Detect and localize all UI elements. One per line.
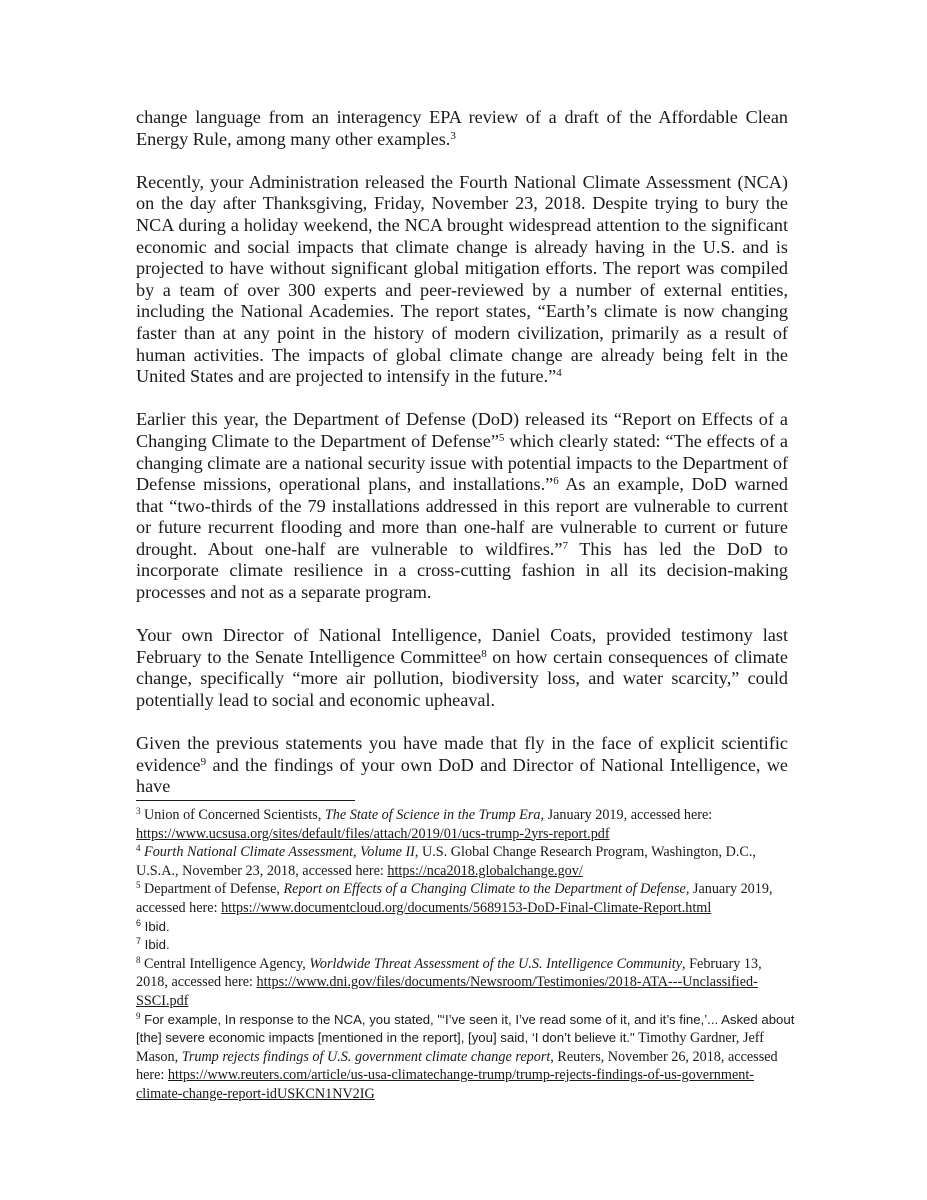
footnote-ref-8: 8: [481, 647, 487, 660]
footnote-5: $^5$ Department of Defense, Report on Effects of a Changing Climate to the Department of Defense, January 2019, accessed here: https://www.documentcloud.org/documents/5689153-DoD-Final-Climate-Report.html: [136, 880, 773, 916]
footnote-7: $^7$ Ibid.: [136, 936, 170, 953]
paragraph-nca: Recently, your Administration released the Fourth National Climate Assessment (NCA) on the day after Thanksgiving, Friday, November 23, 2018. Despite trying to bury the NCA during a holiday weekend, the NCA brought widespread attention to the significant economic and social impacts that climate change is already having in the U.S. and is projected to have without significant global mitigation efforts. The report was compiled by a team of over 300 experts and peer-reviewed by a number of external entities, including the National Academies. The report states, “Earth’s climate is now changing faster than at any point in the history of modern civilization, primarily as a result of human activities. The impacts of global climate change are already being felt in the United States and are projected to intensify in the future.”$^4$: [136, 171, 788, 387]
footnote-ref-6: 6: [553, 475, 559, 488]
footnote-5-link[interactable]: https://www.documentcloud.org/documents/5689153-DoD-Final-Climate-Report.html: [221, 899, 712, 916]
footnotes: [136, 806, 796, 1104]
footnote-ref-3: 3: [450, 129, 456, 142]
footnote-divider: [136, 800, 355, 801]
footnote-9: $^9$ For example, In response to the NCA, you stated, "‘I’ve seen it, I’ve read some of it, and it’s fine,’... Asked about [the] severe economic impacts [mentioned in the report], [you] said, ‘I don’t believe it." Timothy Gardner, Jeff Mason, Trump rejects findings of U.S. government climate change report, Reuters, November 26, 2018, accessed here: https://www.reuters.com/article/us-usa-climatechange-trump/trump-rejects-findings-of-us-government-climate-change-report-idUSKCN1NV2IG: [136, 1010, 795, 1102]
footnote-4: $^4$ Fourth National Climate Assessment, Volume II, U.S. Global Change Research Program, Washington, D.C., U.S.A., November 23, 2018, accessed here: https://nca2018.globalchange.gov/: [136, 843, 756, 879]
footnote-8: $^8$ Central Intelligence Agency, Worldwide Threat Assessment of the U.S. Intelligence Community, February 13, 2018, accessed here: https://www.dni.gov/files/documents/Newsroom/Testimonies/2018-ATA---Unclassified-SSCI.pdf: [136, 954, 762, 1009]
paragraph-epa-review: change language from an interagency EPA review of a draft of the Affordable Clean Energy Rule, among many other examples.$^3$: [136, 107, 788, 149]
footnote-ref-5: 5: [498, 431, 505, 444]
footnote-ref-4: 4: [556, 367, 562, 380]
letter-body: [136, 107, 788, 820]
footnote-6: $^6$ Ibid.: [136, 917, 170, 934]
footnote-ref-9: 9: [200, 755, 207, 768]
footnote-ref-7: 7: [562, 539, 568, 552]
footnote-3-link[interactable]: https://www.ucsusa.org/sites/default/files/attach/2019/01/ucs-trump-2yrs-report.pdf: [136, 825, 610, 842]
paragraph-dod: Earlier this year, the Department of Defense (DoD) released its “Report on Effects of a Changing Climate to the Department of Defense”$^5$ which clearly stated: “The effects of a changing climate are a national security issue with potential impacts to the Department of Defense missions, operational plans, and installations.”$^6$ As an example, DoD warned that “two-thirds of the 79 installations addressed in this report are vulnerable to current or future recurrent flooding and more than one-half are vulnerable to current or future drought. About one-half are vulnerable to wildfires.”$^7$ This has led the DoD to incorporate climate resilience in a cross-cutting fashion in all its decision-making processes and not as a separate program.: [136, 409, 789, 603]
footnote-9-link[interactable]: https://www.reuters.com/article/us-usa-climatechange-trump/trump-rejects-findings-of-us-government-climate-change-report-idUSKCN1NV2IG: [136, 1067, 754, 1102]
footnote-3: $^3$ Union of Concerned Scientists, The State of Science in the Trump Era, January 2019, accessed here: https://www.ucsusa.org/sites/default/files/attach/2019/01/ucs-trump-2yrs-report.pdf: [136, 806, 713, 842]
paragraph-dni: Your own Director of National Intelligence, Daniel Coats, provided testimony last February to the Senate Intelligence Committee$^8$ on how certain consequences of climate change, specifically “more air pollution, biodiversity loss, and water scarcity,” could potentially lead to social and economic upheaval.: [136, 625, 788, 711]
footnote-4-link[interactable]: https://nca2018.globalchange.gov/: [387, 862, 583, 879]
paragraph-conclusion: Given the previous statements you have made that fly in the face of explicit scientific evidence$^9$ and the findings of your own DoD and Director of National Intelligence, we have: [136, 733, 788, 797]
footnote-8-link[interactable]: https://www.dni.gov/files/documents/Newsroom/Testimonies/2018-ATA---Unclassified-SSCI.pdf: [136, 974, 758, 1009]
